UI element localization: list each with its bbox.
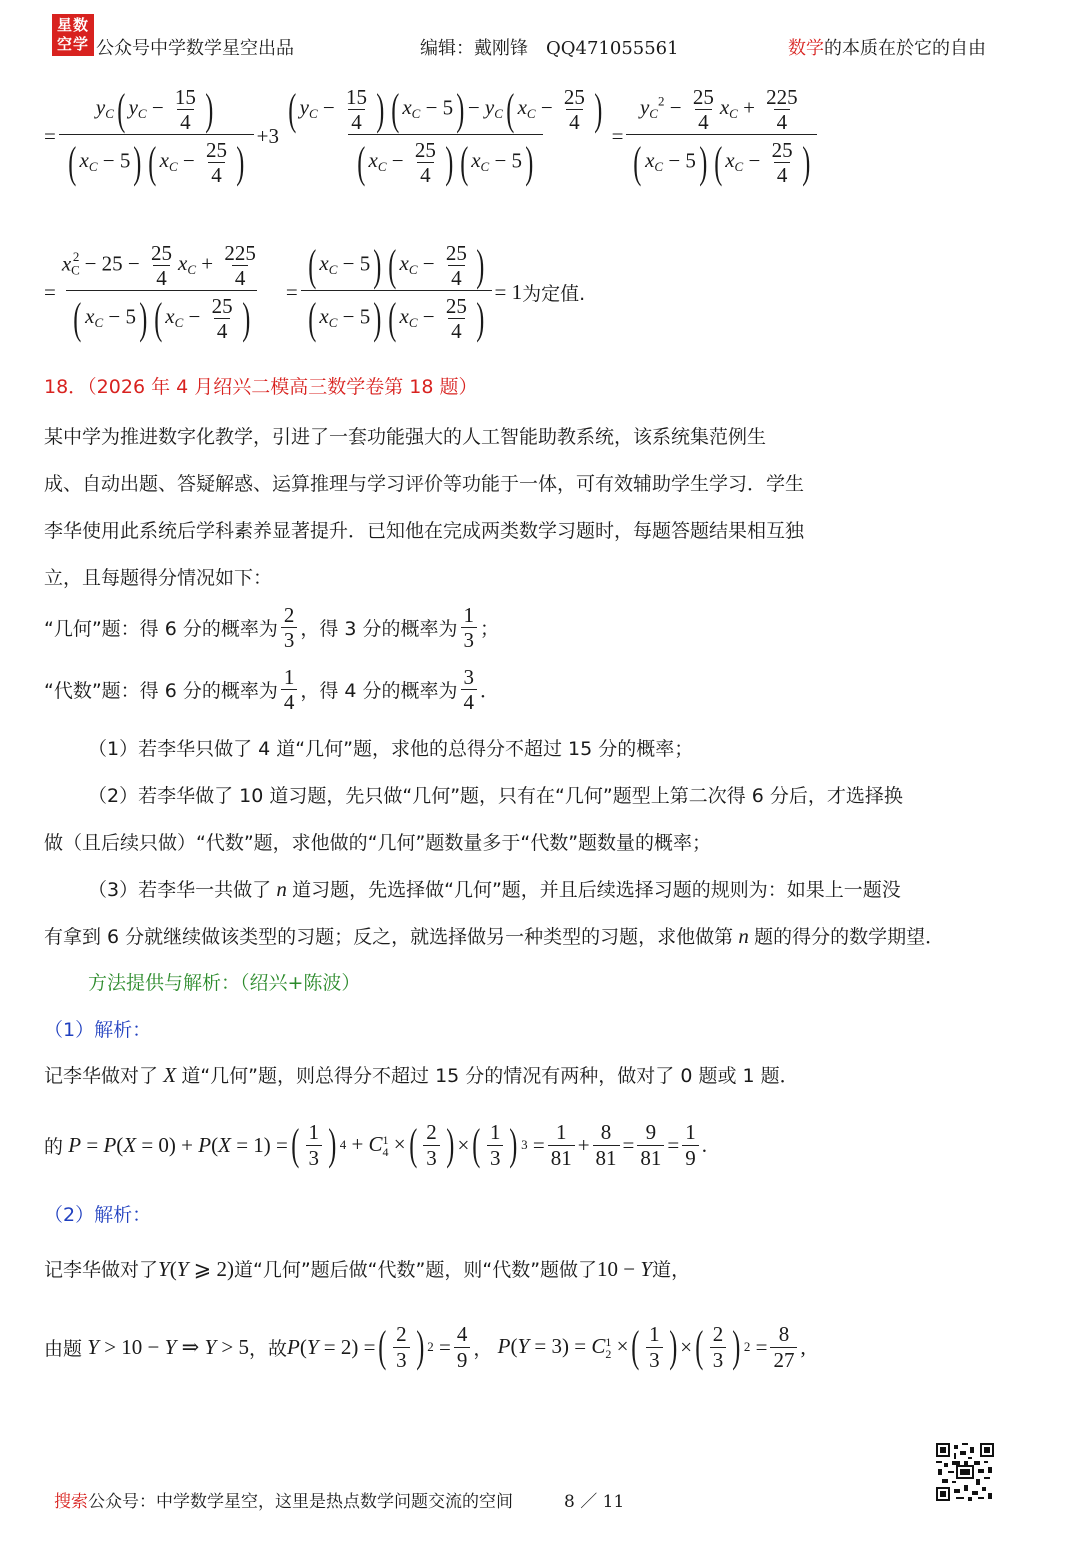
solution-1-text: 记李华做对了 X 道“几何”题，则总得分不超过 15 分的情况有两种，做对了 0 题或 1 题． <box>44 1063 799 1087</box>
solution-1-heading: （1）解析： <box>44 1019 152 1041</box>
alg-a: “代数”题：得 6 分的概率为 <box>44 680 278 703</box>
s2-text-b: 道“几何”题后做“代数”题，则“代数”题做了 <box>233 1259 598 1281</box>
header-right-rest: 的本质在於它的自由 <box>824 38 986 59</box>
q3b-1: 有拿到 6 分就继续做该类型的习题；反之，就选择做另一种类型的习题，求他做第 <box>44 926 734 948</box>
s2-text-c: 道， <box>652 1259 691 1281</box>
geometry-prob-line: “几何”题：得 6 分的概率为 $\frac{2}{3}$ ，得 3 分的概率为 $\frac{1}{3}$ ； <box>44 603 500 653</box>
s2-text-a: 记李华做对了 <box>44 1259 159 1281</box>
q3a-2: 道习题，先选择做“几何”题，并且后续选择习题的规则为：如果上一题没 <box>292 879 901 901</box>
s1-formula-lead: 的 <box>44 1135 64 1158</box>
q3a-1: （3）若李华一共做了 <box>88 879 272 901</box>
s2-formula-lead: 由题 <box>44 1337 83 1360</box>
footer-rest: 公众号：中学数学星空，这里是热点数学问题交流的空间 <box>88 1492 513 1512</box>
math-line-1: = $y_C$( $y_C$ − $\frac{15}{4}$ ) ( $x_C - 5$) ( $x_C$ − $\frac{25}{4}$ ) +3 ( $y_C$ − $\frac{15}{4}$ ) ( $x_C - 5) - y_C$( $x_C$ − $\frac{25}{4}$ ) ( $x_C$ − $\frac{25}{4}$ ) ( $x_C - 5$) = $y_C^2$ − $\frac{25}{4}$ $x_C$ + $\frac{225}{4}$ ( $x_C - 5$) ( $x_C$ − $\frac{25}{4}$ ) <box>44 76 820 196</box>
logo-line-2: 空学 <box>56 35 89 53</box>
header-left: 公众号中学数学星空出品 <box>96 38 294 59</box>
s1-text-a: 记李华做对了 <box>44 1065 159 1087</box>
header-center: 编辑：戴刚锋 QQ471055561 <box>420 38 679 59</box>
question-1: （1）若李华只做了 4 道“几何”题，求他的总得分不超过 15 分的概率； <box>88 738 694 760</box>
s2-formula-mid: ，故 <box>248 1337 287 1360</box>
problem-title: 18．（2026 年 4 月绍兴二模高三数学卷第 18 题） <box>44 376 478 398</box>
q3b-2: 题的得分的数学期望． <box>754 926 945 948</box>
page-number: 8 ／ 11 <box>564 1492 625 1512</box>
problem-p4: 立，且每题得分情况如下： <box>44 567 273 589</box>
problem-p3: 李华使用此系统后学科素养显著提升．已知他在完成两类数学习题时，每题答题结果相互独 <box>44 520 805 542</box>
solution-2-formula: 由题 Y > 10 − Y ⇒ Y > 5 ，故 P(Y = 2) = ( $\frac{2}{3}$ ) 2 = $\frac{4}{9}$ ， P(Y = 3) = C 1 2 × ( $\frac{1}{3}$ ) × ( $\frac{2}{3}$ ) 2 = $\frac{8}{27}$ , <box>44 1322 806 1372</box>
question-2b: 做（且后续只做）“代数”题，求他做的“几何”题数量多于“代数”题数量的概率； <box>44 832 712 854</box>
header-right-red: 数学 <box>788 38 824 59</box>
footer-text <box>54 1487 513 1512</box>
question-2a: （2）若李华做了 10 道习题，先只做“几何”题，只有在“几何”题型上第二次得 6 分后，才选择换 <box>88 785 903 807</box>
solution-2-heading: （2）解析： <box>44 1204 152 1226</box>
problem-p2: 成、自动出题、答疑解惑、运算推理与学习评价等功能于一体，可有效辅助学生学习．学生 <box>44 473 805 495</box>
alg-c: ． <box>480 680 500 703</box>
question-3a: （3）若李华一共做了 n 道习题，先选择做“几何”题，并且后续选择习题的规则为：如果上一题没 <box>88 877 901 901</box>
qr-code-icon <box>936 1443 994 1501</box>
solution-1-formula: 的 P = P(X = 0) + P(X = 1) = ( $\frac{1}{3}$ ) 4 + C 1 4 × ( $\frac{2}{3}$ ) × ( $\frac{1}{3}$ ) 3 = $\frac{1}{81}$ + $\frac{8}{81}$ = $\frac{9}{81}$ = $\frac{1}{9}$ . <box>44 1120 707 1170</box>
geo-c: ； <box>480 618 500 641</box>
footer-search: 搜索 <box>54 1492 88 1512</box>
s1-text-b: 道“几何”题，则总得分不超过 15 分的情况有两种，做对了 0 题或 1 题． <box>181 1065 799 1087</box>
method-credit: 方法提供与解析：（绍兴+陈波） <box>88 972 361 994</box>
geo-b: ，得 3 分的概率为 <box>300 618 458 641</box>
alg-b: ，得 4 分的概率为 <box>300 680 458 703</box>
logo-line-1: 星数 <box>56 16 89 34</box>
logo <box>52 14 94 56</box>
s2-sep: ， <box>473 1337 493 1360</box>
geo-a: “几何”题：得 6 分的概率为 <box>44 618 278 641</box>
algebra-prob-line: “代数”题：得 6 分的概率为 $\frac{1}{4}$ ，得 4 分的概率为 $\frac{3}{4}$ ． <box>44 665 500 715</box>
math-line-2: = $x_C^2 - 25$ − $\frac{25}{4}$ $x_C$ + $\frac{225}{4}$ ( $x_C - 5$) ( $x_C$ − $\frac{25}{4}$ ) = ( $x_C - 5$) ( $x_C$ − $\frac{25}{4}$ ) ( $x_C - 5$) ( $x_C$ − $\frac{25}{4}$ ) = 1 为定值. <box>44 240 586 344</box>
problem-p1: 某中学为推进数字化教学，引进了一套功能强大的人工智能助教系统，该系统集范例生 <box>44 426 767 448</box>
solution-2-text: 记李华做对了Y(Y ⩾ 2)道“几何”题后做“代数”题，则“代数”题做了10 − Y道， <box>44 1257 691 1281</box>
result-text: 为定值. <box>522 282 586 305</box>
question-3b: 有拿到 6 分就继续做该类型的习题；反之，就选择做另一种类型的习题，求他做第 n 题的得分的数学期望． <box>44 924 945 948</box>
header-right <box>788 34 986 60</box>
